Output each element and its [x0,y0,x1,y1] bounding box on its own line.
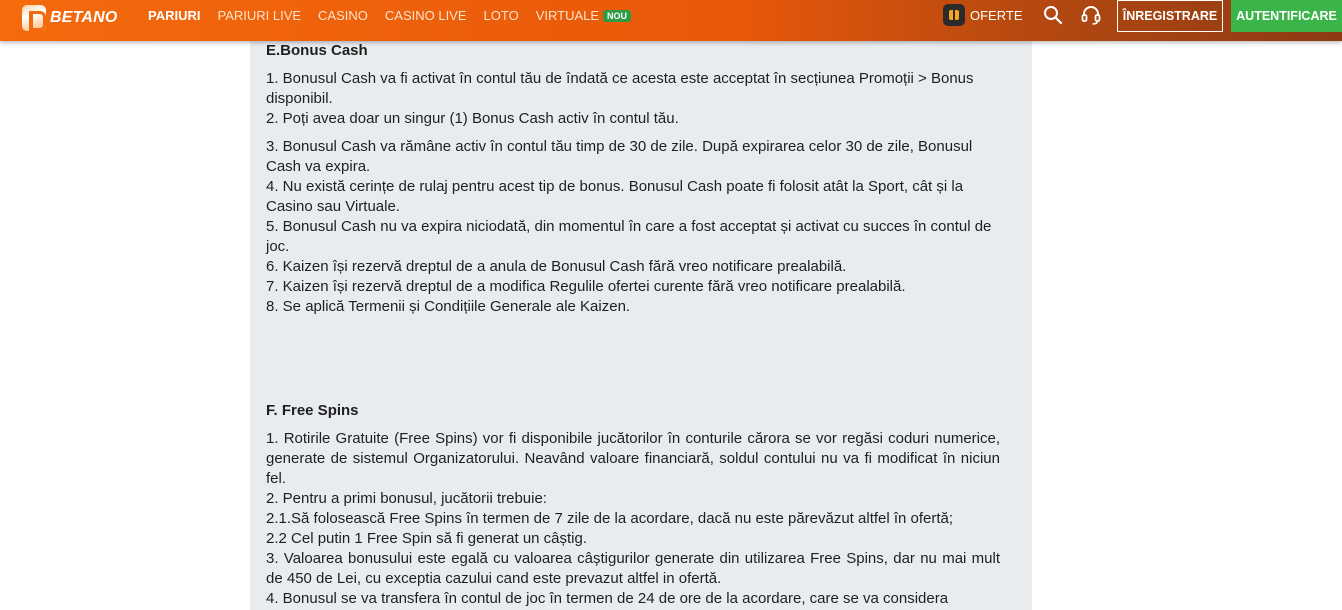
main-nav [148,0,648,30]
nav-item-loto[interactable]: LOTO [483,7,519,23]
free-spins-rule-4: 4. Bonusul se va transfera în contul de joc în termen de 24 de ore de la acordare, care se va considera [266,590,949,607]
free-spins-rule-2-2: 2.2 Cel putin 1 Free Spin să fi generat un câștig. [266,530,588,547]
bonus-cash-rule-7: 7. Kaizen își rezervă dreptul de a modifica Regulile ofertei curente fără vreo notificare prealabilă. [266,278,906,295]
free-spins-rule-2: 2. Pentru a primi bonusul, jucătorii trebuie: [266,490,547,507]
section-title-bonus-cash: E.Bonus Cash [266,42,368,59]
free-spins-section [266,402,1000,609]
bonus-cash-rule-3: 3. Bonusul Cash va rămâne activ în contul tău timp de 30 de zile. După expirarea celor 30 de zile, Bonusul Cash va expira. [266,138,973,175]
login-button[interactable]: AUTENTIFICARE [1231,0,1342,32]
bonus-cash-rule-4: 4. Nu există cerințe de rulaj pentru acest tip de bonus. Bonusul Cash poate fi folosit atât la Sport, cât și la Casino sau Virtuale. [266,178,964,215]
bonus-cash-rule-8: 8. Se aplică Termenii și Condițiile Generale ale Kaizen. [266,298,631,315]
betano-logo-icon [22,5,46,31]
register-button[interactable]: ÎNREGISTRARE [1117,0,1223,32]
nav-item-pariuri[interactable]: PARIURI [148,7,201,23]
betano-logo[interactable] [22,3,118,33]
new-badge: NOU [603,10,631,22]
offers-link[interactable] [943,3,1023,27]
nav-item-virtuale[interactable] [536,8,631,23]
top-navigation-bar [0,0,1342,41]
gift-icon [943,4,965,26]
bonus-cash-rule-2: 2. Poți avea doar un singur (1) Bonus Cash activ în contul tău. [266,110,679,127]
free-spins-rule-2-1: 2.1.Să folosească Free Spins în termen de 7 zile de la acordare, dacă nu este părevăzut altfel în ofertă; [266,510,954,527]
bonus-cash-rule-6: 6. Kaizen își rezervă dreptul de a anula de Bonusul Cash fără vreo notificare prealabilă. [266,258,847,275]
section-title-free-spins: F. Free Spins [266,402,359,419]
bonus-cash-rule-5: 5. Bonusul Cash nu va expira niciodată, din momentul în care a fost acceptat și activat cu succes în contul de joc. [266,218,992,255]
nav-item-pariuri-live[interactable]: PARIURI LIVE [217,7,302,23]
terms-content-panel [250,41,1032,610]
free-spins-rule-1: 1. Rotirile Gratuite (Free Spins) vor fi disponibile jucătorilor în conturile cărora se vor regăsi coduri numerice, generate de sistemul Organizatorului. Neavând valoare financiară, soldul contului nu va fi modificat în niciun fel. [266,430,1000,487]
logo-text: BETANO [50,9,118,26]
free-spins-rule-3: 3. Valoarea bonusului este egală cu valoarea câștigurilor generate din utilizarea Free Spins, dar nu mai mult de 450 de Lei, cu exceptia cazului cand este prevazut altfel in ofertă. [266,550,1000,587]
headset-icon[interactable] [1080,4,1102,26]
offers-label: OFERTE [970,7,1023,23]
bonus-cash-section [266,42,1000,317]
bonus-cash-rule-1: 1. Bonusul Cash va fi activat în contul tău de îndată ce acesta este acceptat în secțiunea Promoții > Bonus disponibil. [266,70,974,107]
nav-item-virtuale-label: VIRTUALE [535,7,600,23]
search-icon[interactable] [1042,4,1064,26]
nav-item-casino[interactable]: CASINO [318,7,368,23]
nav-item-casino-live[interactable]: CASINO LIVE [384,7,467,23]
